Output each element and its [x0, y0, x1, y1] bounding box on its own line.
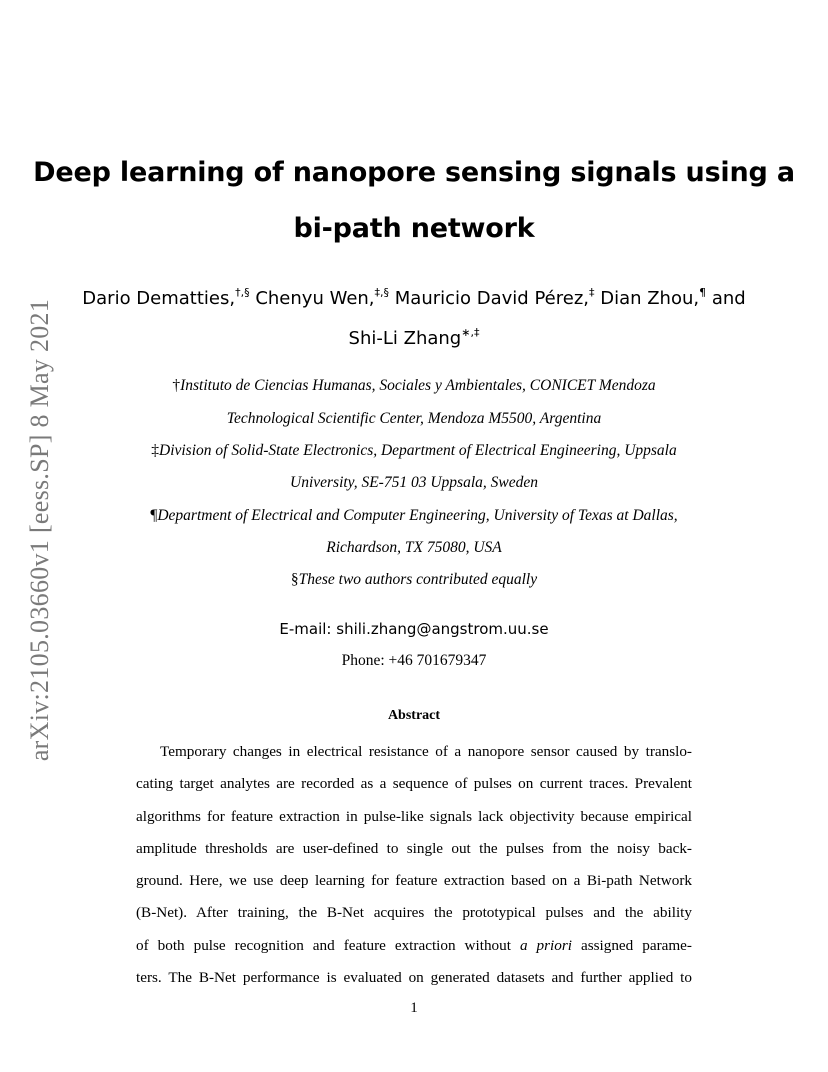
author-mark: ¶	[699, 286, 707, 299]
abstract-line: ground. Here, we use deep learning for feature extraction based on a Bi-path Network	[136, 872, 692, 890]
abstract-line: cating target analytes are recorded as a sequence of pulses on current traces. Prevalent	[136, 775, 692, 793]
email-label: E-mail:	[279, 620, 332, 638]
arxiv-stamp-text: arXiv:2105.03660v1 [eess.SP] 8 May 2021	[25, 298, 54, 762]
affiliation-1-line-2: Technological Scientific Center, Mendoza M5500, Argentina	[226, 410, 602, 427]
page-number: 1	[410, 1000, 418, 1016]
affiliation-mark: §	[290, 571, 299, 588]
abstract-line: amplitude thresholds are user-defined to single out the pulses from the noisy back-	[136, 839, 692, 857]
affiliation-text: Instituto de Ciencias Humanas, Sociales y Ambientales, CONICET Mendoza	[180, 377, 656, 394]
author-mark: ‡	[588, 286, 595, 299]
author-name: Chenyu Wen,	[249, 288, 375, 309]
abstract-line: ters. The B-Net performance is evaluated on generated datasets and further applied to	[136, 969, 692, 987]
author-mark: †,§	[235, 286, 250, 299]
author-name: Dian Zhou,	[594, 288, 700, 309]
affiliation-2-line-2: University, SE-751 03 Uppsala, Sweden	[290, 474, 538, 491]
abstract-heading: Abstract	[387, 708, 441, 723]
author-list-line-2	[0, 326, 828, 349]
affiliation-text: Division of Solid-State Electronics, Department of Electrical Engineering, Uppsala	[159, 442, 677, 459]
abstract-line: (B-Net). After training, the B-Net acquires the prototypical pulses and the ability	[136, 904, 692, 922]
affiliation-mark: †	[172, 377, 181, 394]
paper-title-line-2: bi-path network	[293, 213, 535, 244]
affiliation-mark: ¶	[150, 507, 158, 524]
affiliation-mark: ‡	[151, 442, 159, 459]
affiliation-text: These two authors contributed equally	[298, 571, 538, 588]
equal-contribution-note	[0, 571, 828, 589]
affiliation-1-line-1	[0, 377, 828, 395]
affiliation-text: Department of Electrical and Computer Engineering, University of Texas at Dallas,	[157, 507, 678, 524]
author-mark: ∗,‡	[461, 326, 480, 339]
email-address[interactable]: shili.zhang@angstrom.uu.se	[336, 620, 549, 638]
abstract-body	[136, 736, 692, 994]
author-name: Dario Dematties,	[82, 288, 236, 309]
author-name: Mauricio David Pérez,	[389, 288, 589, 309]
emphasis-a-priori: a priori	[519, 936, 572, 954]
author-mark: ‡,§	[374, 286, 390, 299]
affiliation-3-line-1	[0, 507, 828, 525]
abstract-line: Temporary changes in electrical resistance of a nanopore sensor caused by translo-	[160, 743, 692, 760]
email-line	[0, 620, 828, 638]
author-list-line-1	[0, 286, 828, 309]
author-name: Shi-Li Zhang	[348, 328, 462, 349]
abstract-line: algorithms for feature extraction in pulse-like signals lack objectivity because empirical	[136, 807, 692, 825]
phone-line: Phone: +46 701679347	[341, 652, 487, 669]
paper-title-line-1: Deep learning of nanopore sensing signals using a	[33, 157, 795, 188]
author-conjunction: and	[706, 288, 746, 309]
affiliation-3-line-2: Richardson, TX 75080, USA	[326, 539, 502, 556]
abstract-line: of both pulse recognition and feature extraction without a priori assigned parame-	[136, 936, 692, 954]
affiliation-2-line-1	[0, 442, 828, 460]
